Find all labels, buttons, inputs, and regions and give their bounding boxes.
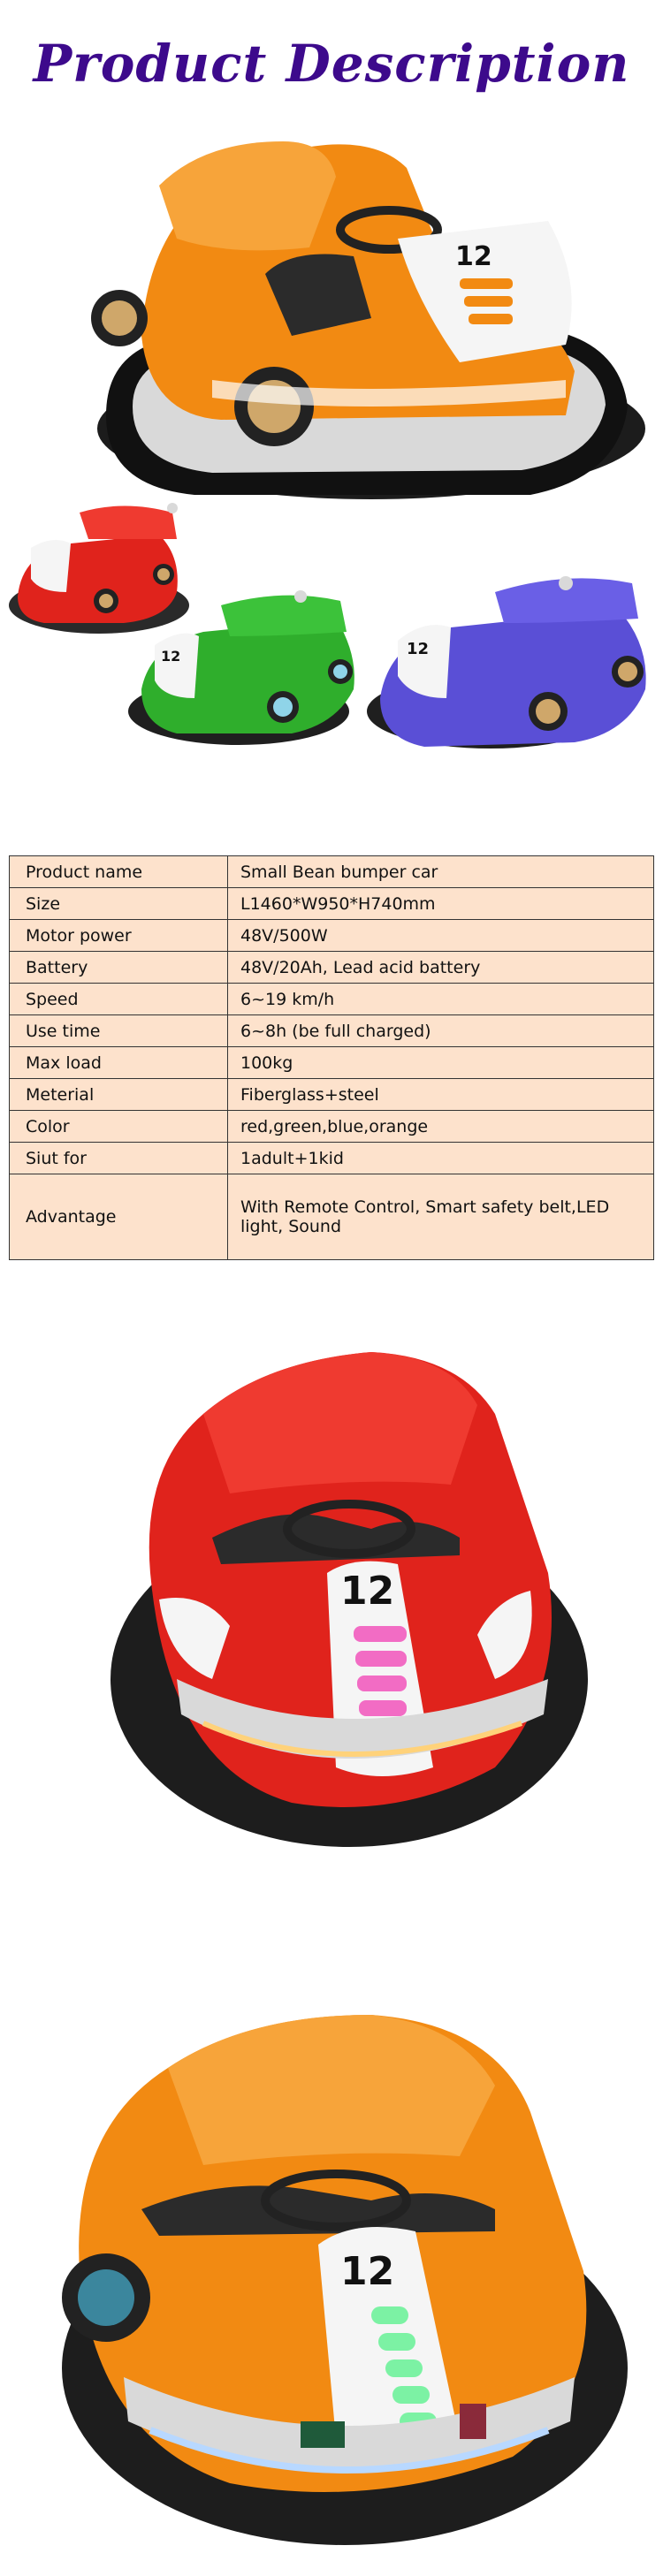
car-number-label: 12 bbox=[455, 241, 492, 272]
spec-label: Speed bbox=[10, 984, 228, 1015]
spec-value: 1adult+1kid bbox=[228, 1143, 654, 1174]
spec-value: 6~19 km/h bbox=[228, 984, 654, 1015]
spec-label: Max load bbox=[10, 1047, 228, 1079]
spec-row bbox=[10, 952, 654, 984]
spec-label: Product name bbox=[10, 856, 228, 888]
spec-row bbox=[10, 1143, 654, 1174]
car-number-label-green: 12 bbox=[161, 648, 181, 665]
spec-value: Fiberglass+steel bbox=[228, 1079, 654, 1111]
spec-value: 100kg bbox=[228, 1047, 654, 1079]
spec-label: Size bbox=[10, 888, 228, 920]
blue-bumper-car-image bbox=[367, 576, 646, 748]
spec-row bbox=[10, 984, 654, 1015]
spec-value: L1460*W950*H740mm bbox=[228, 888, 654, 920]
spec-label: Use time bbox=[10, 1015, 228, 1047]
spec-row bbox=[10, 1079, 654, 1111]
car-number-label-red: 12 bbox=[340, 1569, 395, 1614]
spec-value: With Remote Control, Smart safety belt,LED light, Sound bbox=[228, 1174, 654, 1260]
spec-row bbox=[10, 1015, 654, 1047]
red-bumper-car-photo bbox=[0, 1308, 663, 1873]
spec-label: Meterial bbox=[10, 1079, 228, 1111]
spec-value: 48V/500W bbox=[228, 920, 654, 952]
spec-row bbox=[10, 1111, 654, 1143]
spec-label: Color bbox=[10, 1111, 228, 1143]
spec-row bbox=[10, 920, 654, 952]
red-bumper-car-image bbox=[9, 503, 189, 634]
spec-row bbox=[10, 1047, 654, 1079]
orange-bumper-car-photo bbox=[0, 1979, 663, 2563]
car-number-label-blue: 12 bbox=[407, 640, 430, 658]
page-title: Product Description bbox=[33, 34, 630, 94]
product-collage bbox=[0, 124, 663, 822]
car-number-label-orange: 12 bbox=[340, 2249, 395, 2294]
spec-row bbox=[10, 888, 654, 920]
spec-label: Siut for bbox=[10, 1143, 228, 1174]
spec-row bbox=[10, 1174, 654, 1260]
spec-value: Small Bean bumper car bbox=[228, 856, 654, 888]
spec-row bbox=[10, 856, 654, 888]
spec-value: 48V/20Ah, Lead acid battery bbox=[228, 952, 654, 984]
spec-label: Battery bbox=[10, 952, 228, 984]
spec-label: Advantage bbox=[10, 1174, 228, 1260]
spec-label: Motor power bbox=[10, 920, 228, 952]
spec-value: 6~8h (be full charged) bbox=[228, 1015, 654, 1047]
spec-value: red,green,blue,orange bbox=[228, 1111, 654, 1143]
spec-table bbox=[9, 855, 654, 1260]
orange-bumper-car-image bbox=[91, 141, 645, 499]
